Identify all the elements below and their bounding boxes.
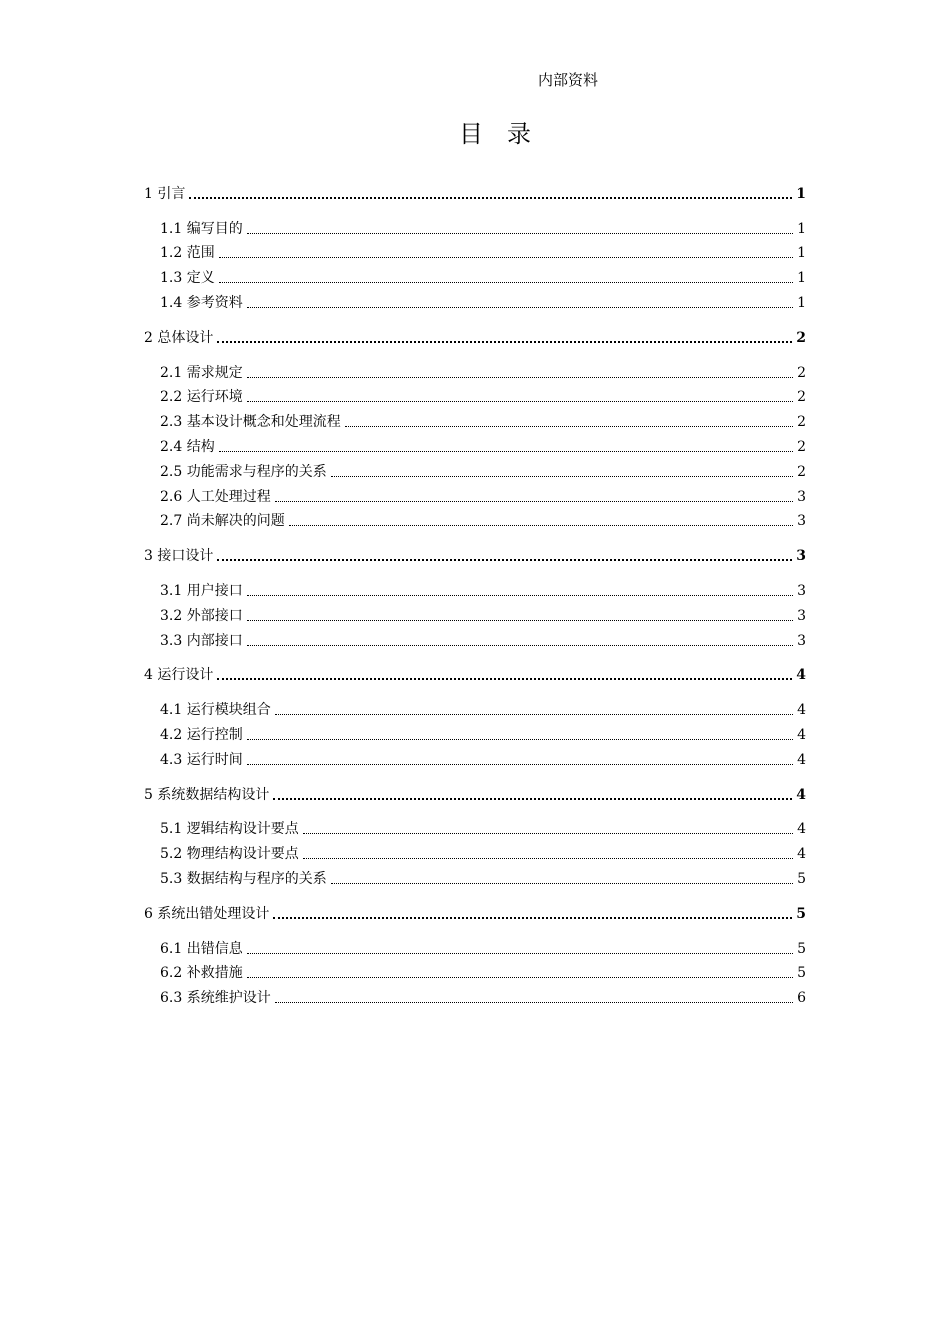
toc-page-number: 3 (797, 607, 806, 624)
toc-page-number: 1 (797, 220, 806, 237)
toc-leader (219, 257, 793, 258)
toc-page-number: 5 (797, 965, 806, 982)
toc-label: 5 系统数据结构设计 (144, 786, 270, 803)
toc-page-number: 3 (796, 548, 806, 565)
page-title: 目 录 (459, 120, 531, 148)
toc-label: 1.2 范围 (160, 245, 215, 262)
toc-entry[interactable] (144, 406, 806, 431)
toc-label: 1.3 定义 (160, 270, 215, 287)
toc-heading[interactable] (144, 660, 806, 685)
toc-leader (331, 883, 793, 884)
toc-page-number: 3 (797, 488, 806, 505)
toc-leader (247, 620, 793, 621)
toc-entry[interactable] (144, 213, 806, 238)
toc-entry[interactable] (144, 456, 806, 481)
toc-section-1 (144, 178, 806, 312)
toc-page-number: 1 (797, 294, 806, 311)
toc-page-number: 5 (797, 940, 806, 957)
toc-leader (247, 764, 793, 765)
toc-label: 5.1 逻辑结构设计要点 (160, 821, 299, 838)
toc-label: 2.7 尚未解决的问题 (160, 513, 285, 530)
toc-heading[interactable] (144, 779, 806, 804)
toc-label: 5.2 物理结构设计要点 (160, 846, 299, 863)
toc-entry[interactable] (144, 506, 806, 531)
toc-leader (247, 401, 793, 402)
toc-leader (247, 595, 793, 596)
table-of-contents (144, 178, 806, 1007)
toc-leader (303, 833, 793, 834)
toc-entry[interactable] (144, 719, 806, 744)
toc-leader (247, 739, 793, 740)
toc-page-number: 2 (797, 414, 806, 431)
toc-page-number: 3 (797, 632, 806, 649)
toc-entry[interactable] (144, 863, 806, 888)
toc-leader (345, 426, 793, 427)
toc-entry[interactable] (144, 575, 806, 600)
toc-leader (217, 559, 792, 561)
toc-leader (275, 501, 793, 502)
toc-entry[interactable] (144, 694, 806, 719)
toc-leader (275, 1002, 793, 1003)
toc-leader (331, 476, 793, 477)
toc-label: 2.3 基本设计概念和处理流程 (160, 414, 341, 431)
toc-page-number: 4 (797, 751, 806, 768)
toc-heading[interactable] (144, 540, 806, 565)
toc-label: 3 接口设计 (144, 548, 214, 565)
toc-leader (217, 341, 792, 343)
toc-label: 3.2 外部接口 (160, 607, 243, 624)
toc-leader (303, 858, 793, 859)
toc-section-6 (144, 898, 806, 1007)
toc-entry[interactable] (144, 958, 806, 983)
toc-entry[interactable] (144, 933, 806, 958)
toc-entry[interactable] (144, 287, 806, 312)
toc-entry[interactable] (144, 814, 806, 839)
toc-page-number: 1 (797, 270, 806, 287)
toc-label: 2 总体设计 (144, 329, 214, 346)
toc-label: 1 引言 (144, 185, 186, 202)
toc-label: 1.4 参考资料 (160, 294, 243, 311)
toc-section-2 (144, 322, 806, 530)
toc-label: 5.3 数据结构与程序的关系 (160, 870, 327, 887)
toc-page-number: 4 (797, 726, 806, 743)
toc-label: 4 运行设计 (144, 667, 214, 684)
toc-leader (217, 678, 792, 680)
toc-entry[interactable] (144, 238, 806, 263)
toc-label: 2.1 需求规定 (160, 364, 243, 381)
toc-page-number: 4 (797, 846, 806, 863)
toc-leader (247, 307, 793, 308)
toc-label: 2.2 运行环境 (160, 389, 243, 406)
toc-heading[interactable] (144, 178, 806, 203)
toc-entry[interactable] (144, 600, 806, 625)
toc-leader (219, 451, 793, 452)
toc-leader (275, 714, 793, 715)
toc-entry[interactable] (144, 982, 806, 1007)
toc-entry[interactable] (144, 262, 806, 287)
toc-entry[interactable] (144, 625, 806, 650)
toc-page-number: 3 (797, 513, 806, 530)
toc-label: 3.1 用户接口 (160, 582, 243, 599)
toc-leader (289, 525, 793, 526)
toc-section-5 (144, 779, 806, 888)
toc-page-number: 3 (797, 582, 806, 599)
toc-page-number: 1 (796, 185, 806, 202)
toc-label: 4.1 运行模块组合 (160, 702, 271, 719)
toc-section-4 (144, 660, 806, 769)
toc-leader (219, 282, 793, 283)
toc-leader (273, 798, 792, 800)
toc-label: 4.3 运行时间 (160, 751, 243, 768)
toc-page-number: 4 (797, 821, 806, 838)
toc-entry[interactable] (144, 481, 806, 506)
toc-heading[interactable] (144, 322, 806, 347)
toc-leader (247, 977, 793, 978)
toc-page-number: 2 (797, 463, 806, 480)
toc-page-number: 5 (796, 905, 806, 922)
toc-entry[interactable] (144, 838, 806, 863)
toc-entry[interactable] (144, 357, 806, 382)
toc-label: 2.4 结构 (160, 438, 215, 455)
toc-leader (247, 233, 793, 234)
toc-page-number: 2 (797, 389, 806, 406)
toc-label: 1.1 编写目的 (160, 220, 243, 237)
toc-leader (189, 197, 792, 199)
toc-page-number: 4 (796, 667, 806, 684)
toc-leader (247, 377, 793, 378)
toc-entry[interactable] (144, 431, 806, 456)
toc-page-number: 5 (797, 870, 806, 887)
toc-label: 6.1 出错信息 (160, 940, 243, 957)
toc-label: 4.2 运行控制 (160, 726, 243, 743)
toc-entry[interactable] (144, 744, 806, 769)
toc-label: 6.3 系统维护设计 (160, 990, 271, 1007)
toc-page-number: 1 (797, 245, 806, 262)
toc-section-3 (144, 540, 806, 649)
toc-label: 2.6 人工处理过程 (160, 488, 271, 505)
toc-leader (247, 953, 793, 954)
toc-label: 2.5 功能需求与程序的关系 (160, 463, 327, 480)
toc-page-number: 2 (797, 438, 806, 455)
toc-page-number: 4 (797, 702, 806, 719)
toc-page-number: 2 (797, 364, 806, 381)
toc-entry[interactable] (144, 382, 806, 407)
toc-label: 3.3 内部接口 (160, 632, 243, 649)
toc-page-number: 4 (796, 786, 806, 803)
toc-leader (247, 645, 793, 646)
toc-heading[interactable] (144, 898, 806, 923)
page-header: 内部资料 (538, 71, 599, 89)
toc-label: 6.2 补救措施 (160, 965, 243, 982)
toc-page-number: 2 (796, 329, 806, 346)
toc-label: 6 系统出错处理设计 (144, 905, 270, 922)
toc-page-number: 6 (797, 990, 806, 1007)
toc-leader (273, 917, 792, 919)
